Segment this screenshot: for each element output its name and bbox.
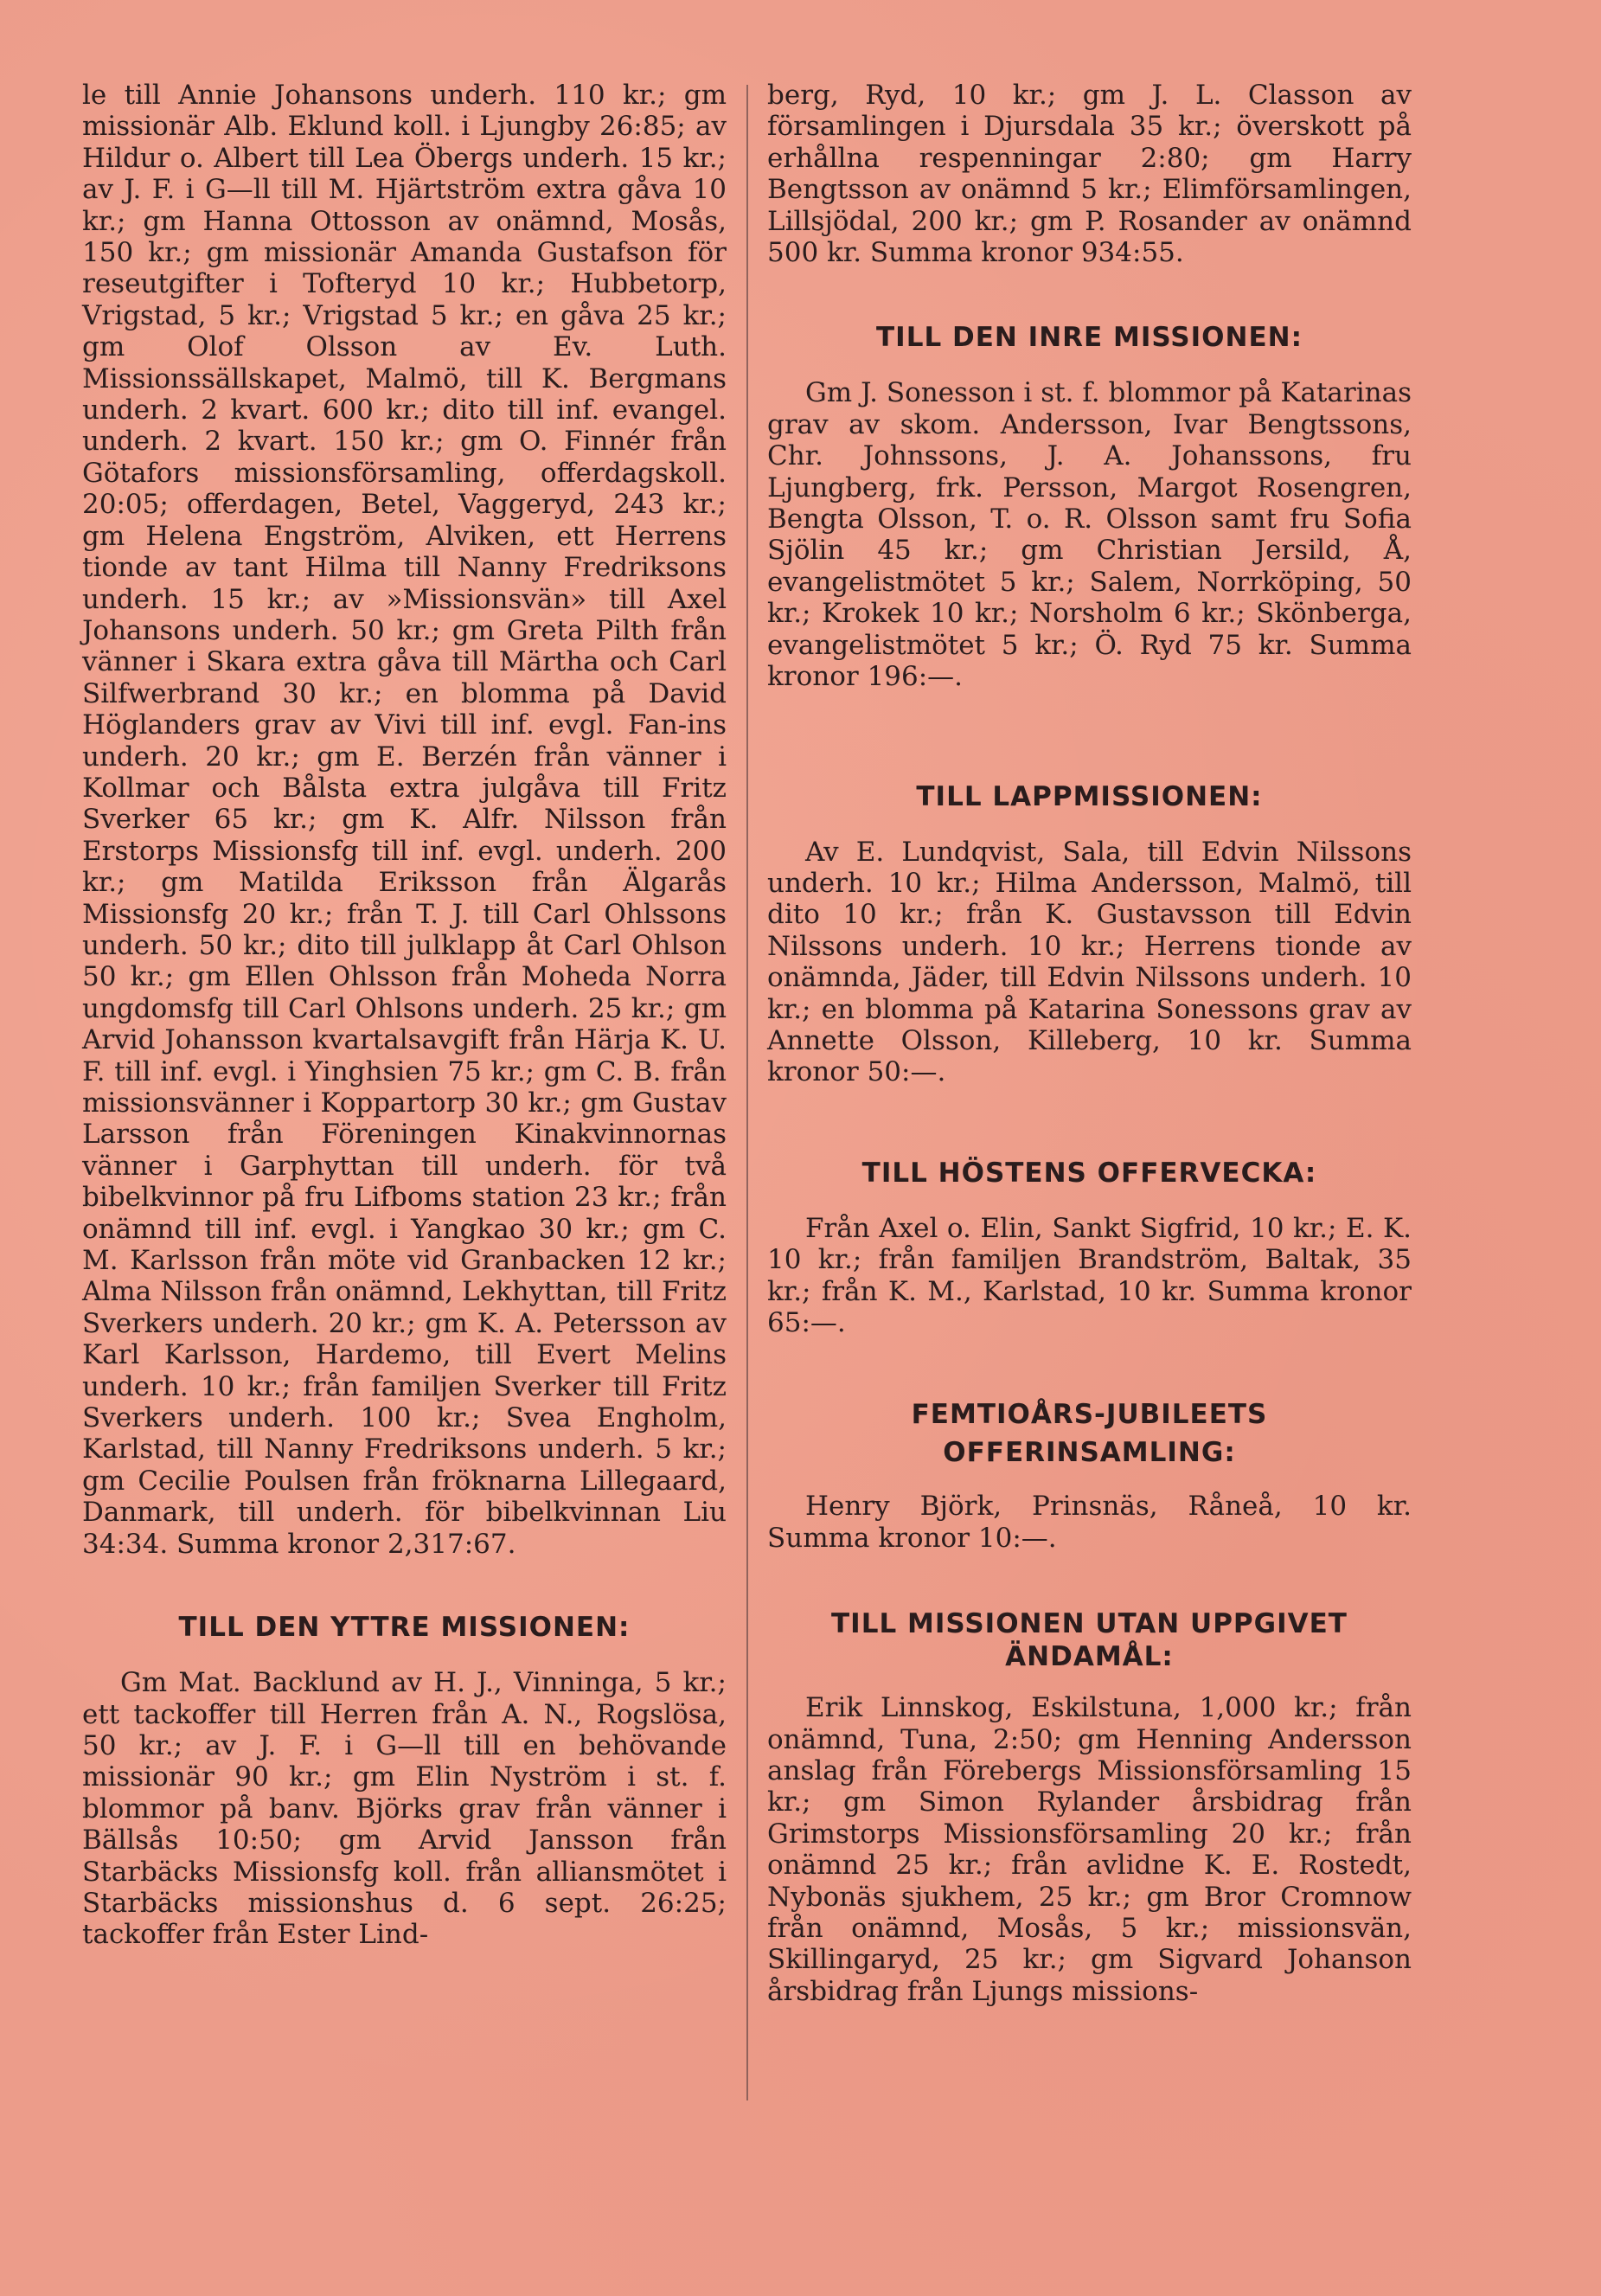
column-divider (746, 85, 748, 2100)
paragraph-inre-missionen: Gm J. Sonesson i st. f. blommor på Katarinas grav av skom. Andersson, Ivar Bengtssons, Chr. Johnssons, J. A. Johanssons, fru Ljungberg, frk. Persson, Margot Rosengren, Bengta Olsson, T. o. R. Olsson samt fru Sofia Sjölin 45 kr.; gm Christian Jersild, Å, evangelistmötet 5 kr.; Salem, Norrköping, 50 kr.; Krokek 10 kr.; Norsholm 6 kr.; Skönberga, evangelistmötet 5 kr.; Ö. Ryd 75 kr. Summa kronor 196:—. (767, 377, 1412, 693)
heading-hostens-offervecka: TILL HÖSTENS OFFERVECKA: (861, 1157, 1317, 1189)
right-column (767, 80, 1412, 2007)
left-paragraph-continued: le till Annie Johansons underh. 110 kr.; gm missionär Alb. Eklund koll. i Ljungby 26:85; av Hildur o. Albert till Lea Öbergs underh. 15 kr.; av J. F. i G—ll till M. Hjärtström extra gåva 10 kr.; gm Hanna Ottosson av onämnd, Mosås, 150 kr.; gm missionär Amanda Gustafson för reseutgifter i Tofteryd 10 kr.; Hubbetorp, Vrigstad, 5 kr.; Vrigstad 5 kr.; en gåva 25 kr.; gm Olof Olsson av Ev. Luth. Missionssällskapet, Malmö, till K. Bergmans underh. 2 kvart. 600 kr.; dito till inf. evangel. underh. 2 kvart. 150 kr.; gm O. Finnér från Götafors missionsförsamling, offerdagskoll. 20:05; offerdagen, Betel, Vaggeryd, 243 kr.; gm Helena Engström, Alviken, ett Herrens tionde av tant Hilma till Nanny Fredriksons underh. 15 kr.; av »Missionsvän» till Axel Johansons underh. 50 kr.; gm Greta Pilth från vänner i Skara extra gåva till Märtha och Carl Silfwerbrand 30 kr.; en blomma på David Höglanders grav av Vivi till inf. evgl. Fan-ins underh. 20 kr.; gm E. Berzén från vänner i Kollmar och Bålsta extra julgåva till Fritz Sverker 65 kr.; gm K. Alfr. Nilsson från Erstorps Missionsfg till inf. evgl. underh. 200 kr.; gm Matilda Eriksson från Älgarås Missionsfg 20 kr.; från T. J. till Carl Ohlssons underh. 50 kr.; dito till julklapp åt Carl Ohlson 50 kr.; gm Ellen Ohlsson från Moheda Norra ungdomsfg till Carl Ohlsons underh. 25 kr.; gm Arvid Johansson kvartalsavgift från Härja K. U. F. till inf. evgl. i Yinghsien 75 kr.; gm C. B. från missionsvänner i Koppartorp 30 kr.; gm Gustav Larsson från Föreningen Kinakvinnornas vänner i Garphyttan till underh. för två bibelkvinnor på fru Lifboms station 23 kr.; från onämnd till inf. evgl. i Yangkao 30 kr.; gm C. M. Karlsson från möte vid Granbacken 12 kr.; Alma Nilsson från onämnd, Lekhyttan, till Fritz Sverkers underh. 20 kr.; gm K. A. Petersson av Karl Karlsson, Hardemo, till Evert Melins underh. 10 kr.; från familjen Sverker till Fritz Sverkers underh. 100 kr.; Svea Engholm, Karlstad, till Nanny Fredriksons underh. 5 kr.; gm Cecilie Poulsen från fröknarna Lillegaard, Danmark, till underh. för bibelkvinnan Liu 34:34. Summa kronor 2,317:67. (82, 80, 727, 1560)
heading-utan-line-2: ÄNDAMÅL: (1005, 1641, 1174, 1673)
paragraph-yttre-missionen: Gm Mat. Backlund av H. J., Vinninga, 5 kr.; ett tackoffer till Herren från A. N., Rogslösa, 50 kr.; av J. F. i G—ll till en behövande missionär 90 kr.; gm Elin Nyström i st. f. blommor på banv. Björks grav från vänner i Bällsås 10:50; gm Arvid Jansson från Starbäcks Missionsfg koll. från alliansmötet i Starbäcks missionshus d. 6 sept. 26:25; tackoffer från Ester Lind- (82, 1667, 727, 1951)
heading-utan-uppgivet-andamal (767, 1607, 1412, 1673)
paragraph-femtioars-jubileet: Henry Björk, Prinsnäs, Råneå, 10 kr. Summa kronor 10:—. (767, 1491, 1412, 1554)
left-column (82, 80, 727, 1951)
heading-utan-line-1: TILL MISSIONEN UTAN UPPGIVET (831, 1608, 1348, 1640)
heading-femtioars-line-2: OFFERINSAMLING: (943, 1437, 1236, 1469)
paragraph-lappmissionen: Av E. Lundqvist, Sala, till Edvin Nilssons underh. 10 kr.; Hilma Andersson, Malmö, till dito 10 kr.; från K. Gustavsson till Edvin Nilssons underh. 10 kr.; Herrens tionde av onämnda, Jäder, till Edvin Nilssons underh. 10 kr.; en blomma på Katarina Sonessons grav av Annette Olsson, Killeberg, 10 kr. Summa kronor 50:—. (767, 836, 1412, 1088)
right-paragraph-continued: berg, Ryd, 10 kr.; gm J. L. Classon av församlingen i Djursdala 35 kr.; överskott på erhållna respenningar 2:80; gm Harry Bengtsson av onämnd 5 kr.; Elimförsamlingen, Lillsjödal, 200 kr.; gm P. Rosander av onämnd 500 kr. Summa kronor 934:55. (767, 80, 1412, 269)
paragraph-hostens-offervecka: Från Axel o. Elin, Sankt Sigfrid, 10 kr.; E. K. 10 kr.; från familjen Brandström, Baltak, 35 kr.; från K. M., Karlstad, 10 kr. Summa kronor 65:—. (767, 1212, 1412, 1338)
paragraph-utan-uppgivet-andamal: Erik Linnskog, Eskilstuna, 1,000 kr.; från onämnd, Tuna, 2:50; gm Henning Andersson anslag från Förebergs Missionsförsamling 15 kr.; gm Simon Rylander årsbidrag från Grimstorps Missionsförsamling 20 kr.; från onämnd 25 kr.; från avlidne K. E. Rostedt, Nybonäs sjukhem, 25 kr.; gm Bror Cromnow från onämnd, Mosås, 5 kr.; missionsvän, Skillingaryd, 25 kr.; gm Sigvard Johanson årsbidrag från Ljungs missions- (767, 1692, 1412, 2007)
heading-inre-missionen: TILL DEN INRE MISSIONEN: (876, 322, 1303, 354)
heading-femtioars-line-1: FEMTIOÅRS-JUBILEETS (911, 1399, 1268, 1431)
heading-yttre-missionen: TILL DEN YTTRE MISSIONEN: (178, 1612, 631, 1644)
heading-femtioars-jubileet (767, 1395, 1412, 1472)
heading-lappmissionen: TILL LAPPMISSIONEN: (916, 780, 1263, 812)
